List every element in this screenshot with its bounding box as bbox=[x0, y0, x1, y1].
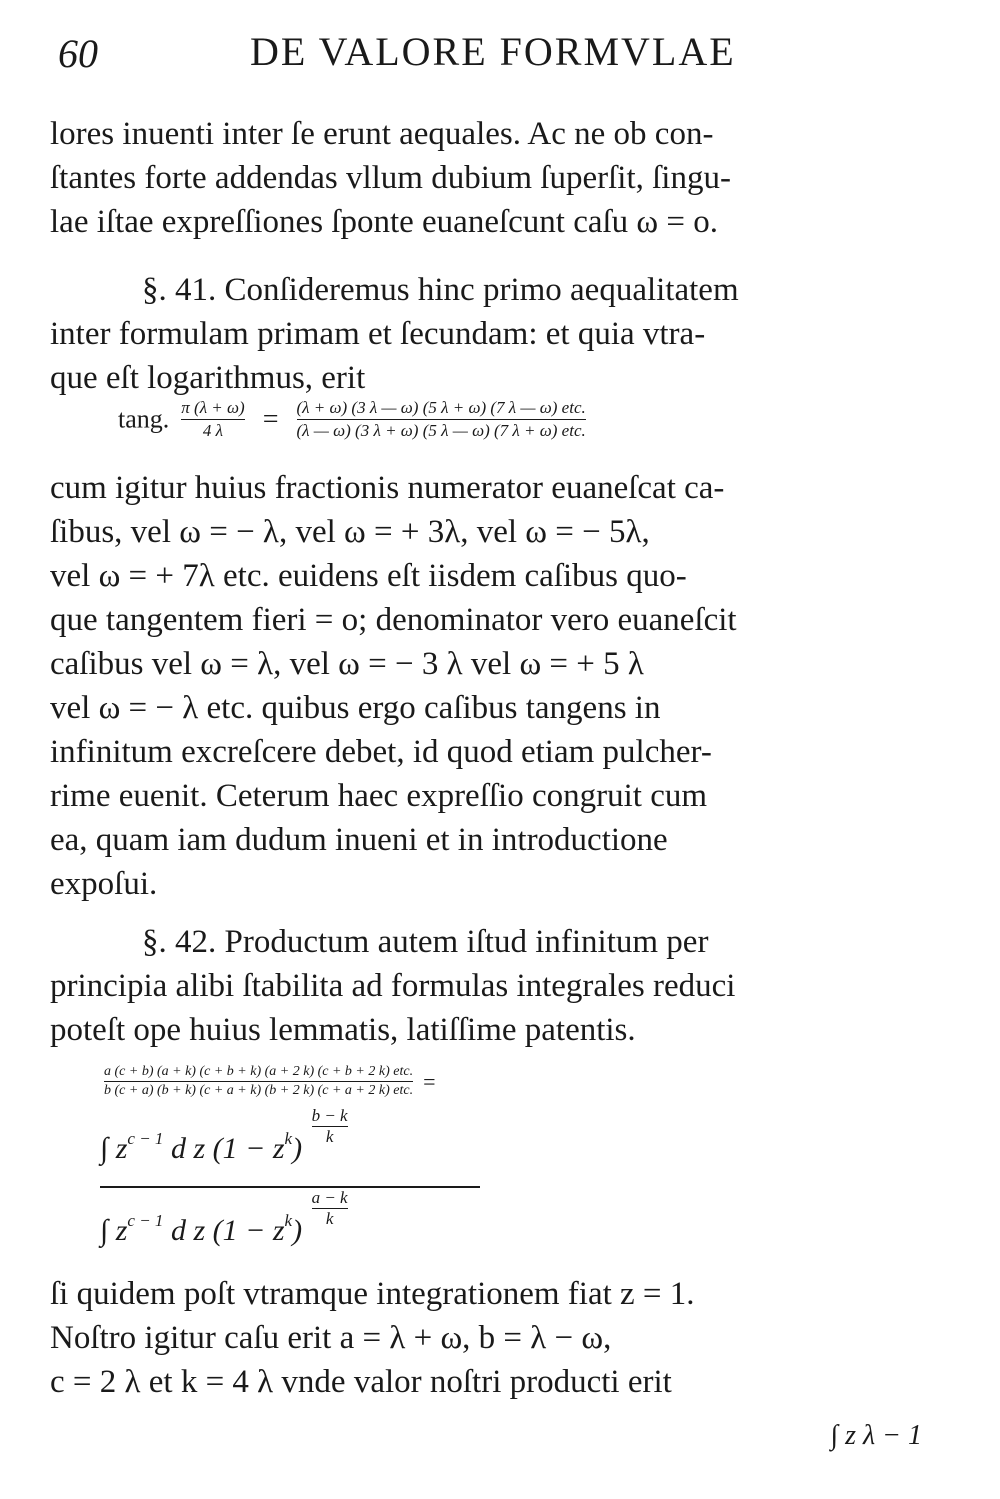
product-numerator: a (c + b) (a + k) (c + b + k) (a + 2 k) (c + b + 2 k) etc. bbox=[104, 1064, 414, 1079]
product-fraction bbox=[104, 1064, 413, 1099]
equals-sign: = bbox=[262, 403, 279, 435]
text-line: cum igitur huius fractionis numerator euaneſcat ca- bbox=[50, 470, 725, 506]
closing-paren: ) bbox=[292, 1132, 303, 1165]
text-line: ſtantes forte addendas vllum dubium ſuperſit, ſingu- bbox=[50, 160, 731, 196]
text-line: vel ω = − λ etc. quibus ergo caſibus tangens in bbox=[50, 690, 661, 726]
text-line: ſi quidem poſt vtramque integrationem fiat z = 1. bbox=[50, 1276, 695, 1312]
rhs-fraction bbox=[297, 398, 586, 441]
paragraph-discussion bbox=[50, 466, 940, 906]
integral-denominator bbox=[100, 1188, 500, 1255]
lhs-numerator: π (λ + ω) bbox=[181, 398, 245, 417]
text-line: c = 2 λ et k = 4 λ vnde valor noſtri producti erit bbox=[50, 1364, 672, 1400]
page-number: 60 bbox=[58, 31, 98, 76]
tangent-label: tang. bbox=[118, 404, 170, 434]
text-line: ſibus, vel ω = − λ, vel ω = + 3λ, vel ω = − 5λ, bbox=[50, 514, 650, 550]
power-fraction bbox=[312, 1188, 348, 1229]
lhs-fraction bbox=[181, 398, 244, 441]
text-line: §. 41. Conſideremus hinc primo aequalitatem bbox=[142, 272, 739, 308]
integrand-body: d z (1 − z bbox=[170, 1214, 285, 1247]
power-denominator: k bbox=[325, 1127, 334, 1146]
text-line: ea, quam iam dudum inueni et in introductione bbox=[50, 822, 668, 858]
fraction-bar bbox=[297, 419, 586, 420]
integral-fraction-bar bbox=[100, 1186, 480, 1188]
exponent-k: k bbox=[284, 1129, 293, 1148]
power-denominator: k bbox=[325, 1209, 334, 1228]
power-fraction bbox=[312, 1106, 348, 1147]
lhs-denominator: 4 λ bbox=[202, 421, 224, 440]
page-header bbox=[50, 28, 950, 88]
integral-sign: ∫ z bbox=[100, 1132, 128, 1165]
text-line: infinitum excreſcere debet, id quod etiam pulcher- bbox=[50, 734, 712, 770]
catchword: ∫ z λ − 1 bbox=[830, 1420, 922, 1451]
rhs-denominator: (λ — ω) (3 λ + ω) (5 λ — ω) (7 λ + ω) etc. bbox=[296, 421, 586, 440]
product-denominator: b (c + a) (b + k) (c + a + k) (b + 2 k) (c + a + 2 k) etc. bbox=[104, 1083, 414, 1098]
integral-sign: ∫ z bbox=[100, 1214, 128, 1247]
text-line: poteſt ope huius lemmatis, latiſſime patentis. bbox=[50, 1012, 636, 1048]
text-line: expoſui. bbox=[50, 866, 158, 902]
text-line: lores inuenti inter ſe erunt aequales. Ac ne ob con- bbox=[50, 116, 714, 152]
paragraph-substitution bbox=[50, 1272, 940, 1404]
text-line: rime euenit. Ceterum haec expreſſio congruit cum bbox=[50, 778, 708, 814]
text-line: que tangentem fieri = o; denominator vero euaneſcit bbox=[50, 602, 737, 638]
paragraph-section-41 bbox=[50, 268, 940, 400]
rhs-numerator: (λ + ω) (3 λ — ω) (5 λ + ω) (7 λ — ω) etc. bbox=[296, 398, 586, 417]
running-title: DE VALORE FORMVLAE bbox=[250, 29, 736, 74]
equation-lemma-product bbox=[104, 1064, 436, 1099]
fraction-bar bbox=[181, 419, 244, 420]
text-line: Noſtro igitur caſu erit a = λ + ω, b = λ − ω, bbox=[50, 1320, 612, 1356]
fraction-bar bbox=[104, 1081, 413, 1082]
closing-paren: ) bbox=[292, 1214, 303, 1247]
exponent: c − 1 bbox=[127, 1211, 164, 1230]
text-line: §. 42. Productum autem iſtud infinitum per bbox=[142, 924, 709, 960]
paragraph-continuation bbox=[50, 112, 940, 244]
power-numerator: b − k bbox=[311, 1106, 348, 1125]
equals-sign: = bbox=[423, 1068, 436, 1094]
text-line: inter formulam primam et ſecundam: et quia vtra- bbox=[50, 316, 706, 352]
equation-tangent bbox=[118, 398, 586, 441]
integrand-body: d z (1 − z bbox=[170, 1132, 285, 1165]
text-line: principia alibi ſtabilita ad formulas integrales reduci bbox=[50, 968, 736, 1004]
exponent: c − 1 bbox=[127, 1129, 164, 1148]
paragraph-section-42 bbox=[50, 920, 940, 1052]
text-line: vel ω = + 7λ etc. euidens eſt iisdem caſibus quo- bbox=[50, 558, 687, 594]
text-line: lae iſtae expreſſiones ſponte euaneſcunt caſu ω = o. bbox=[50, 204, 718, 240]
text-line: que eſt logarithmus, erit bbox=[50, 360, 366, 396]
text-line: caſibus vel ω = λ, vel ω = − 3 λ vel ω = + 5 λ bbox=[50, 646, 644, 682]
integral-numerator bbox=[100, 1106, 500, 1173]
power-numerator: a − k bbox=[311, 1188, 348, 1207]
exponent-k: k bbox=[284, 1211, 293, 1230]
